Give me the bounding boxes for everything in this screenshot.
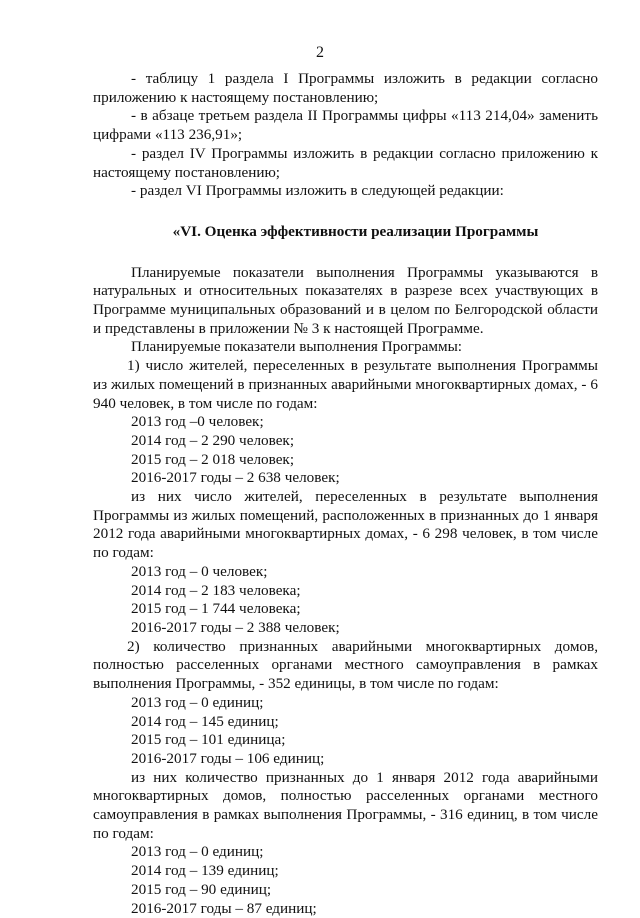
year-line: 2016-2017 годы – 2 388 человек;: [131, 618, 340, 636]
paragraph-planned-indicators: Планируемые показатели выполнения Программы указываются в натуральных и относительных показателях в разрезе всех участвующих в Программе муниципальных образований и в целом по Белгородской области и представлены в приложении № 3 к настоящей Программе.: [93, 263, 598, 337]
year-line: 2015 год – 1 744 человека;: [131, 600, 301, 618]
year-line: 2014 год – 2 183 человека;: [131, 581, 301, 599]
year-line: 2014 год – 139 единиц;: [131, 862, 279, 880]
page-number: 2: [316, 44, 324, 61]
indicator-item-2: 2) количество признанных аварийными многоквартирных домов, полностью расселенных органами местного самоуправления в рамках выполнения Программы, - 352 единицы, в том числе по годам:: [93, 637, 598, 693]
amendment-item: - таблицу 1 раздела I Программы изложить в редакции согласно приложению к настоящему постановлению;: [93, 70, 598, 106]
indicator-item-1-subtext: из них число жителей, переселенных в результате выполнения Программы из жилых помещений, расположенных в признанных до 1 января 2012 года аварийными многоквартирных домах, - 6 298 человек, в том числе по годам:: [93, 488, 598, 562]
year-line: 2016-2017 годы – 87 единиц;: [131, 899, 317, 917]
year-line: 2014 год – 2 290 человек;: [131, 431, 295, 449]
year-line: 2013 год – 0 человек;: [131, 562, 268, 580]
year-line: 2014 год – 145 единиц;: [131, 712, 279, 730]
amendment-item: - в абзаце третьем раздела II Программы цифры «113 214,04» заменить цифрами «113 236,91»;: [93, 107, 598, 144]
section-heading: «VI. Оценка эффективности реализации Программы: [172, 222, 539, 240]
year-line: 2016-2017 годы – 2 638 человек;: [131, 469, 340, 487]
year-line: 2016-2017 годы – 106 единиц;: [131, 749, 325, 767]
paragraph-list-intro: Планируемые показатели выполнения Программы:: [131, 338, 463, 356]
year-line: 2015 год – 101 единица;: [131, 731, 286, 749]
year-line: 2013 год – 0 единиц;: [131, 843, 264, 861]
year-line: 2015 год – 90 единиц;: [131, 880, 272, 898]
indicator-item-1: 1) число жителей, переселенных в результате выполнения Программы из жилых помещений в признанных аварийными многоквартирных домах, - 6 940 человек, в том числе по годам:: [93, 357, 598, 412]
amendment-item: - раздел VI Программы изложить в следующей редакции:: [131, 182, 504, 200]
year-line: 2013 год – 0 единиц;: [131, 693, 264, 711]
year-line: 2013 год –0 человек;: [131, 413, 264, 431]
amendment-item: - раздел IV Программы изложить в редакции согласно приложению к настоящему постановлению;: [93, 144, 598, 181]
document-body: [93, 70, 598, 918]
year-line: 2015 год – 2 018 человек;: [131, 450, 295, 468]
indicator-item-2-subtext: из них количество признанных до 1 января 2012 года аварийными многоквартирных домов, полностью расселенных органами местного самоуправления в рамках выполнения Программы, - 316 единиц, в том числе по годам:: [93, 768, 598, 842]
